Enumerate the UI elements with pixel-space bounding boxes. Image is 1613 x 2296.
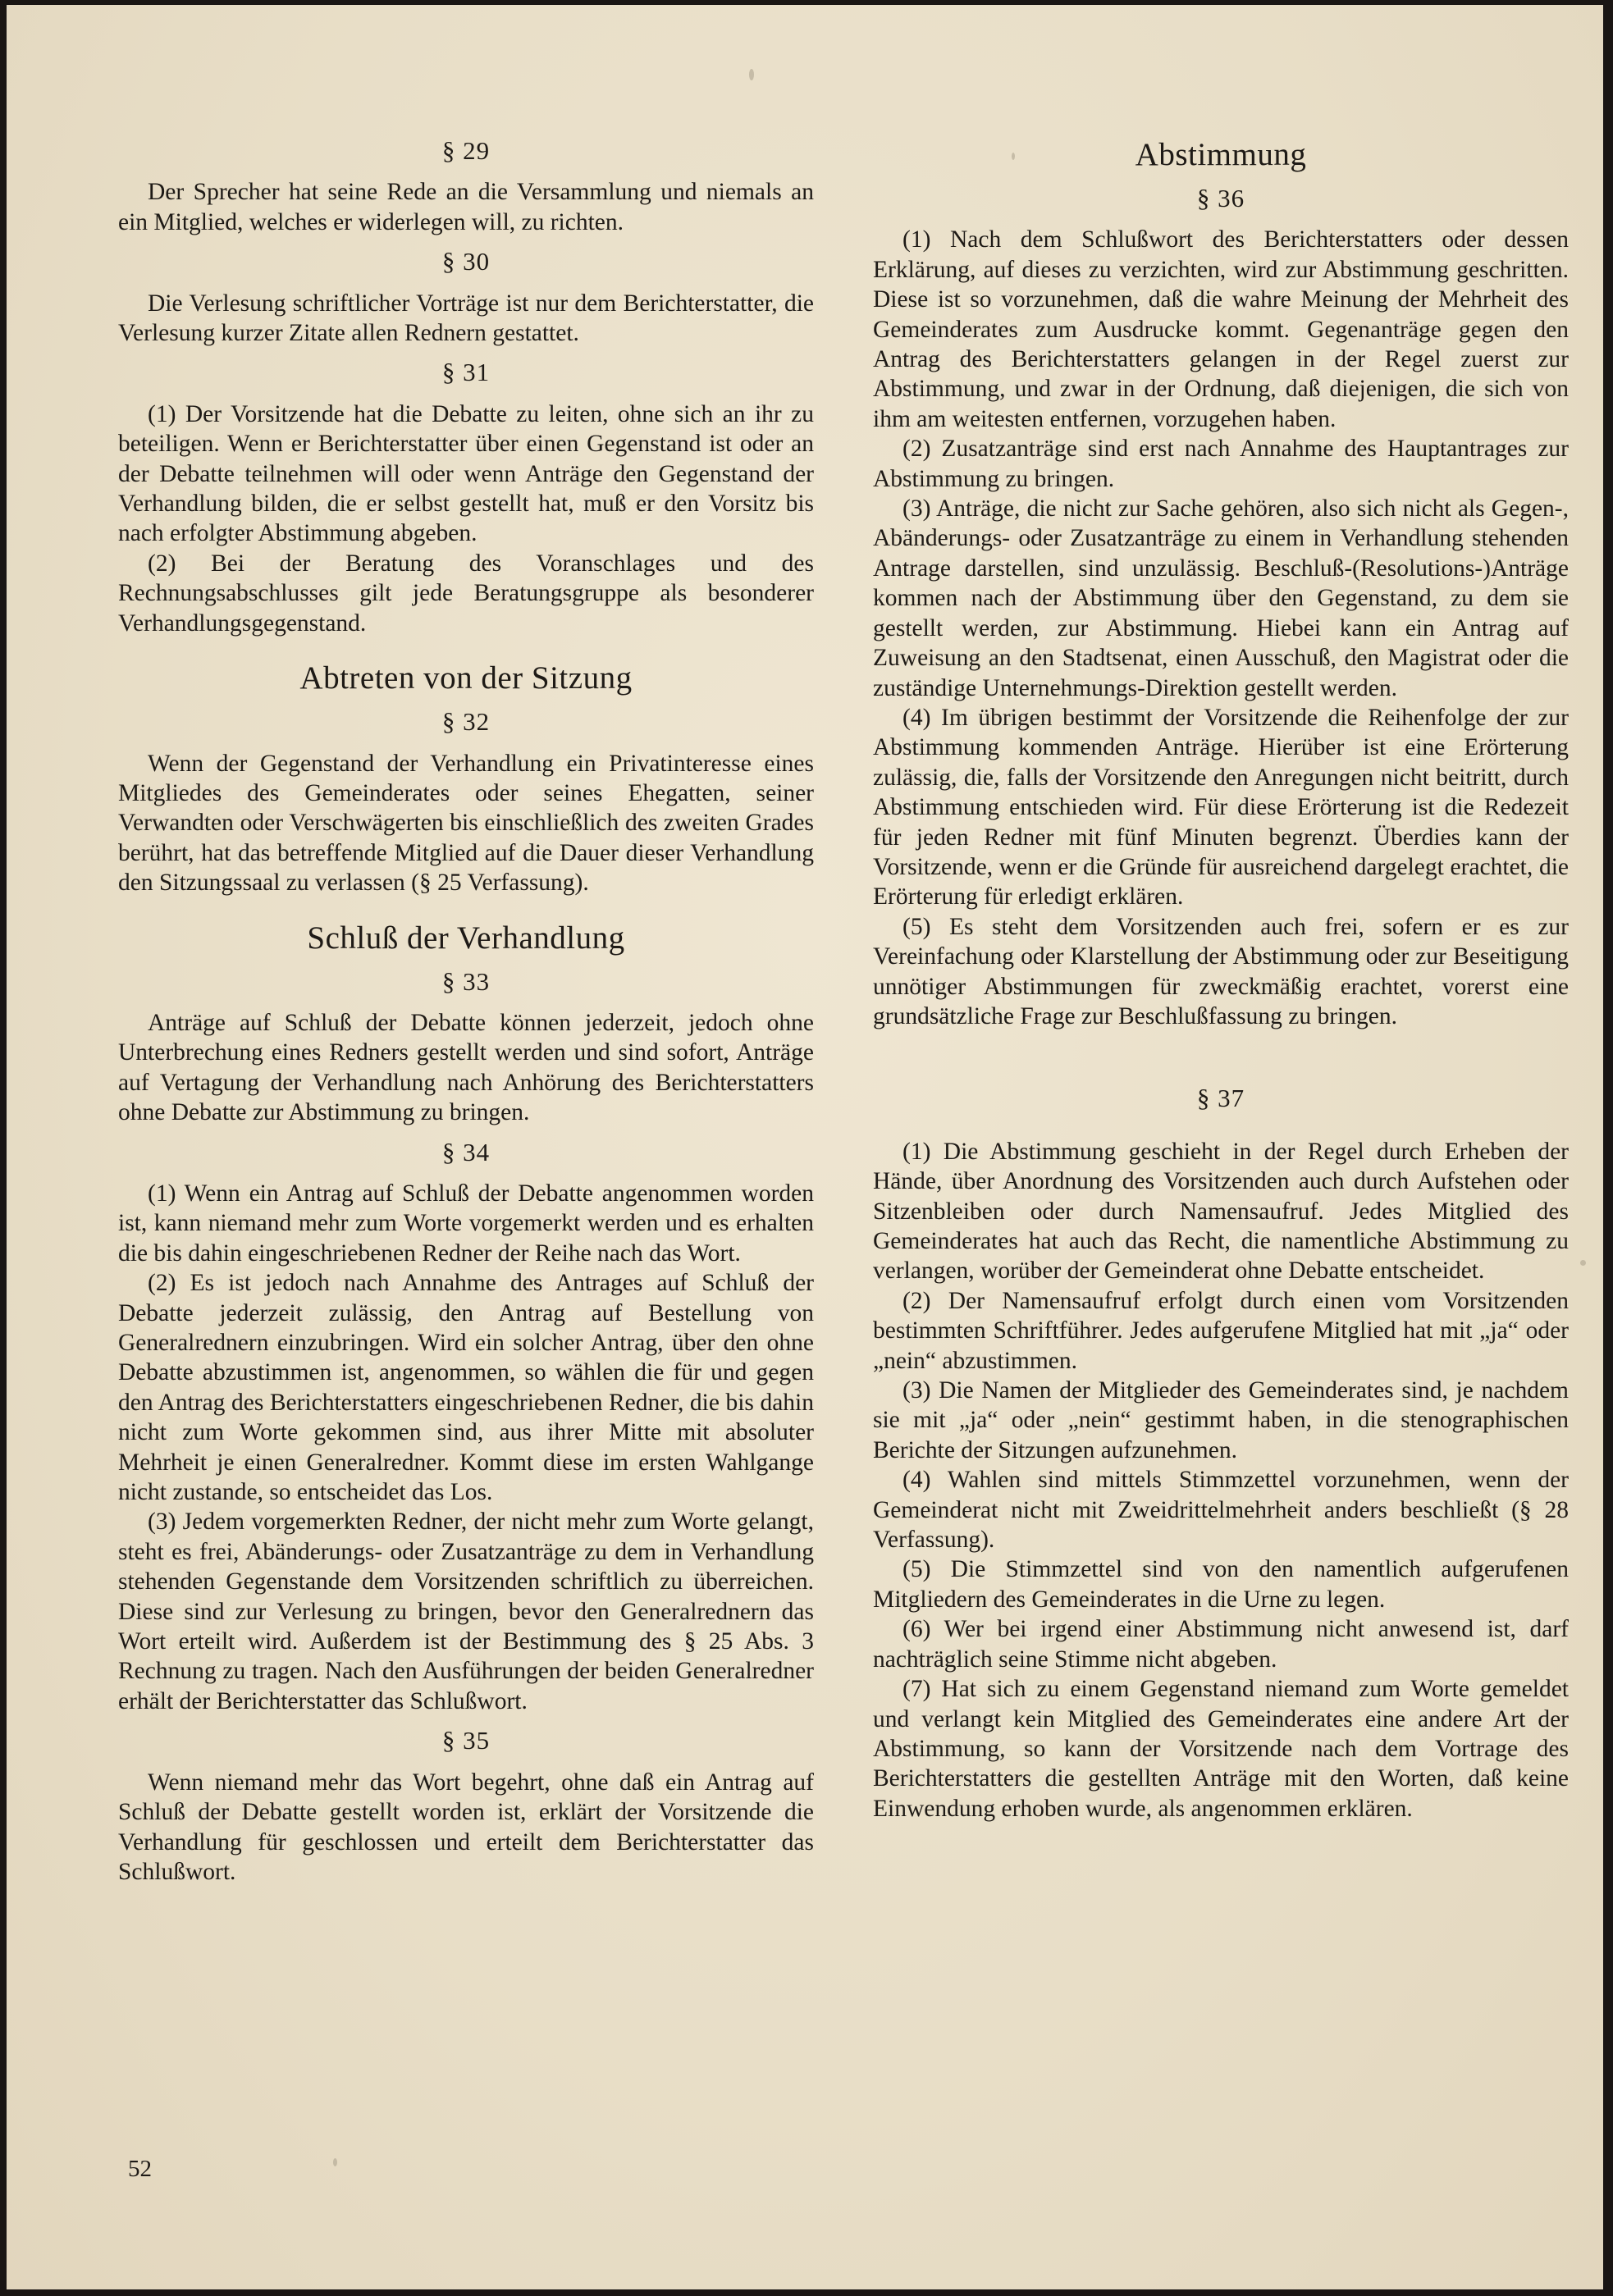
paragraph: (3) Anträge, die nicht zur Sache gehören, also sich nicht als Gegen-, Abänderungs- oder Zusatzanträge zu einem in Verhandlung stehenden Antrage darstellen, sind unzulässig. Beschluß-(Resolutions-)Anträge kommen nach der Abstimmung über den Gegenstand, zu dem sie gestellt werden, zur Abstimmung. Hiebei kann ein Antrag auf Zuweisung an den Stadtsenat, einen Ausschuß, den Magistrat oder die zuständige Unternehmungs-Direktion gestellt werden. bbox=[873, 495, 1569, 701]
paragraph: (1) Nach dem Schlußwort des Berichterstatters oder dessen Erklärung, auf dieses zu verzichten, wird zur Abstimmung geschritten. Diese ist so vorzunehmen, daß die wahre Meinung der Mehrheit des Gemeinderates zum Ausdrucke kommt. Gegenanträge gegen den Antrag des Berichterstatters gelangen in der Regel zuerst zur Abstimmung, und zwar in der Ordnung, daß diejenigen, die sich von ihm am weitesten entfernen, vorzugehen haben. bbox=[873, 226, 1569, 432]
section-number: § 35 bbox=[441, 1726, 491, 1755]
paragraph: (3) Jedem vorgemerkten Redner, der nicht mehr zum Worte gelangt, steht es frei, Abänderungs- oder Zusatzanträge zu dem in Verhandlung stehenden Gegenstande dem Vorsitzenden schriftlich zu überreichen. Diese sind zur Verlesung zu bringen, bevor den Generalrednern das Wort erteilt wird. Außerdem ist der Bestimmung des § 25 Abs. 3 Rechnung zu tragen. Nach den Ausführungen der beiden Generalredner erhält der Berichterstatter das Schlußwort. bbox=[118, 1509, 814, 1714]
section-number: § 31 bbox=[441, 358, 491, 387]
section-number: § 36 bbox=[1196, 184, 1245, 212]
section-heading: Abstimmung bbox=[1135, 137, 1307, 172]
page-number: 52 bbox=[128, 2156, 152, 2182]
paper-speck bbox=[333, 2158, 337, 2166]
paragraph: (5) Die Stimmzettel sind von den namentlich aufgerufenen Mitgliedern des Gemeinderates in die Urne zu legen. bbox=[873, 1556, 1569, 1613]
right-column bbox=[873, 136, 1569, 1824]
section-number: § 37 bbox=[1196, 1084, 1245, 1113]
paper-speck bbox=[749, 69, 754, 80]
section-number: § 32 bbox=[441, 707, 491, 737]
paragraph: Die Verlesung schriftlicher Vorträge ist nur dem Berichterstatter, die Verlesung kurzer Zitate allen Rednern gestattet. bbox=[118, 290, 814, 347]
paragraph: (1) Der Vorsitzende hat die Debatte zu leiten, ohne sich an ihr zu beteiligen. Wenn er Berichterstatter über einen Gegenstand ist oder an der Debatte teilnehmen will oder wenn Anträge den Gegenstand der Verhandlung bilden, die er selbst gestellt hat, muß er den Vorsitz bis nach erfolgter Abstimmung abgeben. bbox=[118, 400, 814, 547]
paragraph: (5) Es steht dem Vorsitzenden auch frei, sofern er es zur Vereinfachung oder Klarstellung der Abstimmung oder zur Beseitigung unnötiger Abstimmungen für zweckmäßig erachtet, vorerst eine grundsätzliche Frage zur Beschlußfassung zu bringen. bbox=[873, 913, 1569, 1029]
paragraph: Wenn niemand mehr das Wort begehrt, ohne daß ein Antrag auf Schluß der Debatte gestellt worden ist, erklärt der Vorsitzende die Verhandlung für geschlossen und erteilt dem Berichterstatter das Schlußwort. bbox=[118, 1769, 814, 1885]
section-number: § 33 bbox=[441, 966, 491, 996]
paragraph: (3) Die Namen der Mitglieder des Gemeinderates sind, je nachdem sie mit „ja“ oder „nein“ gestimmt haben, in die stenographischen Berichte der Sitzungen aufzunehmen. bbox=[873, 1377, 1569, 1463]
section-heading: Schluß der Verhandlung bbox=[307, 920, 625, 956]
paragraph: (2) Es ist jedoch nach Annahme des Antrages auf Schluß der Debatte jederzeit zulässig, den Antrag auf Bestellung von Generalrednern einzubringen. Wird ein solcher Antrag, über den ohne Debatte abzustimmen ist, angenommen, so wählen die für und gegen den Antrag des Berichterstatters eingeschriebenen Redner, die bis dahin nicht zum Worte gekommen sind, aus ihrer Mitte mit absoluter Mehrheit je einen Generalredner. Kommt diese im ersten Wahlgange nicht zustande, so entscheidet das Los. bbox=[118, 1270, 814, 1506]
section-number: § 30 bbox=[441, 247, 491, 276]
paper-speck bbox=[1580, 1260, 1586, 1266]
paragraph: (6) Wer bei irgend einer Abstimmung nicht anwesend ist, darf nachträglich seine Stimme nicht abgeben. bbox=[873, 1616, 1569, 1673]
paragraph: (2) Zusatzanträge sind erst nach Annahme des Hauptantrages zur Abstimmung zu bringen. bbox=[873, 436, 1569, 492]
section-number: § 34 bbox=[441, 1137, 491, 1166]
paragraph: Wenn der Gegenstand der Verhandlung ein Privatinteresse eines Mitgliedes des Gemeinderates oder seines Ehegatten, seiner Verwandten oder Verschwägerten bis einschließlich des zweiten Grades berührt, hat das betreffende Mitglied auf die Dauer dieser Verhandlung den Sitzungssaal zu verlassen (§ 25 Verfassung). bbox=[118, 750, 814, 897]
section-number: § 29 bbox=[441, 136, 491, 165]
paragraph: (4) Wahlen sind mittels Stimmzettel vorzunehmen, wenn der Gemeinderat nicht mit Zweidrittelmehrheit anders beschließt (§ 28 Verfassung). bbox=[873, 1467, 1569, 1554]
paragraph: Anträge auf Schluß der Debatte können jederzeit, jedoch ohne Unterbrechung eines Redners gestellt werden und sind sofort, Anträge auf Vertagung der Verhandlung nach Anhörung des Berichterstatters ohne Debatte zur Abstimmung zu bringen. bbox=[118, 1009, 814, 1126]
paragraph: (1) Die Abstimmung geschieht in der Regel durch Erheben der Hände, über Anordnung des Vorsitzenden auch durch Aufstehen oder Sitzenbleiben oder durch Namensaufruf. Jedes Mitglied des Gemeinderates hat auch das Recht, die namentliche Abstimmung zu verlangen, worüber der Gemeinderat ohne Debatte entscheidet. bbox=[873, 1138, 1569, 1285]
left-column bbox=[118, 136, 814, 1887]
section-heading: Abtreten von der Sitzung bbox=[299, 660, 633, 696]
paragraph: (4) Im übrigen bestimmt der Vorsitzende die Reihenfolge der zur Abstimmung kommenden Anträge. Hierüber ist eine Erörterung zulässig, die, falls der Vorsitzende den Anregungen nicht beitritt, durch Abstimmung entschieden wird. Für diese Erörterung ist die Redezeit für jeden Redner mit fünf Minuten begrenzt. Überdies kann der Vorsitzende, wenn er die Gründe für ausreichend dargelegt erachtet, die Erörterung für erledigt erklären. bbox=[873, 704, 1569, 911]
paragraph: (7) Hat sich zu einem Gegenstand niemand zum Worte gemeldet und verlangt kein Mitglied des Gemeinderates eine andere Art der Abstimmung, so kann der Vorsitzende nach dem Vortrage des Berichterstatters die gestellten Anträge mit den Worten, daß keine Einwendung erhoben wurde, als angenommen erklären. bbox=[873, 1676, 1569, 1822]
document-page bbox=[7, 5, 1603, 2289]
paragraph: (2) Bei der Beratung des Voranschlages und des Rechnungsabschlusses gilt jede Beratungsgruppe als besonderer Verhandlungsgegenstand. bbox=[118, 550, 814, 637]
paragraph: (2) Der Namensaufruf erfolgt durch einen vom Vorsitzenden bestimmten Schriftführer. Jedes aufgerufene Mitglied hat mit „ja“ oder „nein“ abzustimmen. bbox=[873, 1287, 1569, 1374]
paragraph: (1) Wenn ein Antrag auf Schluß der Debatte angenommen worden ist, kann niemand mehr zum Worte vorgemerkt werden und es erhalten die bis dahin eingeschriebenen Redner der Reihe nach das Wort. bbox=[118, 1180, 814, 1267]
paragraph: Der Sprecher hat seine Rede an die Versammlung und niemals an ein Mitglied, welches er widerlegen will, zu richten. bbox=[118, 179, 814, 235]
